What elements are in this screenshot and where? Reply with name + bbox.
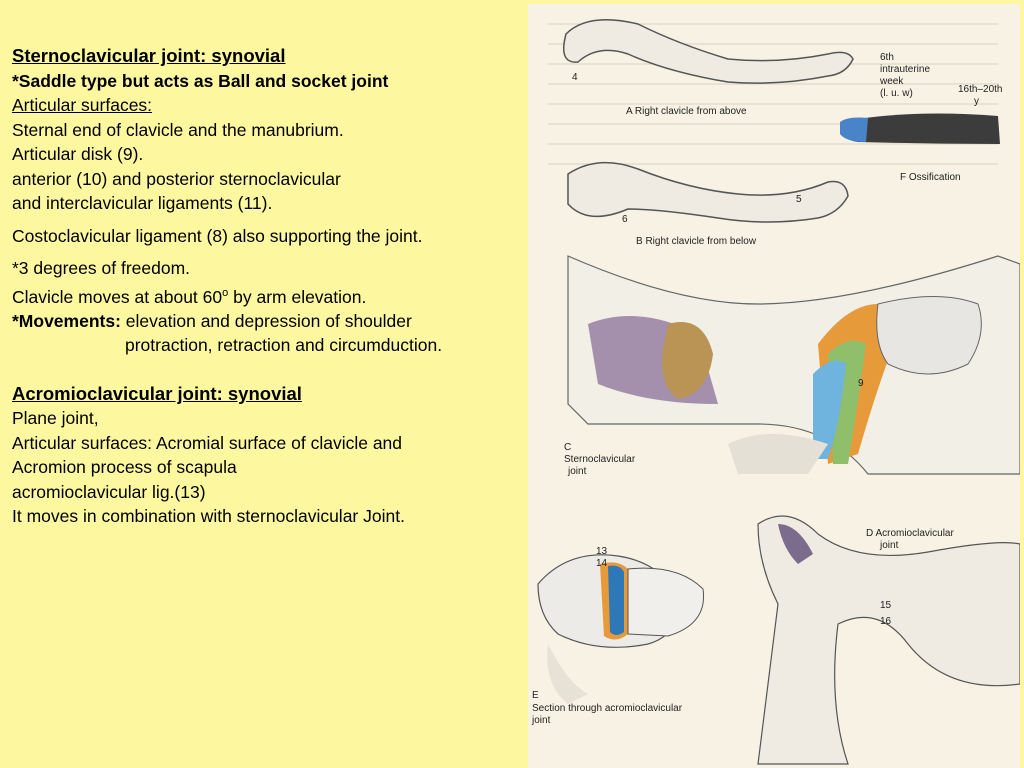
label-a: A Right clavicle from above <box>626 106 747 117</box>
text-line: Articular disk (9). <box>12 144 144 164</box>
label-y: y <box>974 96 979 107</box>
acromioclavicular-heading: Acromioclavicular joint: synovial <box>12 382 302 404</box>
text-line: and interclavicular ligaments (11). <box>12 193 273 213</box>
text-line: Plane joint, <box>12 408 99 429</box>
label-e: E <box>532 690 539 701</box>
num-14: 14 <box>596 558 608 569</box>
text-line: acromioclavicular lig.(13) <box>12 481 206 502</box>
label-intrauterine: intrauterine <box>880 64 931 75</box>
saddle-type-line: *Saddle type but acts as Ball and socket joint <box>12 70 389 91</box>
movements-cont-line: protraction, retraction and circumduction. <box>125 335 443 356</box>
degrees-of-freedom-line: *3 degrees of freedom. <box>12 258 191 278</box>
clavicle-above-drawing <box>564 20 853 83</box>
num-15: 15 <box>880 600 892 611</box>
num-4: 4 <box>572 72 578 83</box>
text-line: Acromion process of scapula <box>12 457 237 478</box>
label-16th-20th: 16th–20th <box>958 84 1003 95</box>
label-d: D Acromioclavicular <box>866 528 954 539</box>
anatomy-illustration <box>528 4 1020 768</box>
clavicle-pre: Clavicle moves at about 60 <box>12 286 223 307</box>
label-luw: (l. u. w) <box>880 88 913 99</box>
label-e-section: Section through acromioclavicular <box>532 703 683 714</box>
movements-line <box>12 309 552 334</box>
clavicle-post: by arm elevation. <box>228 286 367 307</box>
articular-surfaces-label: Articular surfaces: <box>12 95 153 115</box>
costoclavicular-line: Costoclavicular ligament (8) also supporting the joint. <box>12 225 423 246</box>
num-16: 16 <box>880 616 892 627</box>
anatomy-figure <box>528 4 1020 768</box>
degree-sup: o <box>222 286 229 299</box>
clavicle-below-drawing <box>568 163 848 222</box>
text-line: It moves in combination with sternoclavicular Joint. <box>12 506 405 527</box>
label-c-joint: joint <box>568 466 587 477</box>
acromioclavicular-drawing <box>758 516 1020 764</box>
label-f: F Ossification <box>900 172 961 183</box>
movements-text: elevation and depression of shoulder <box>120 310 412 331</box>
sternoclavicular-drawing <box>568 256 1020 474</box>
label-b: B Right clavicle from below <box>636 236 757 247</box>
label-d-joint: joint <box>880 540 899 551</box>
num-5: 5 <box>796 194 802 205</box>
label-week: week <box>880 76 904 87</box>
num-9: 9 <box>858 378 864 389</box>
num-6: 6 <box>622 214 628 225</box>
sternoclavicular-heading: Sternoclavicular joint: synovial <box>12 45 286 66</box>
text-line: anterior (10) and posterior sternoclavicular <box>12 168 341 189</box>
clavicle-elevation-line <box>12 281 552 309</box>
num-13: 13 <box>596 546 608 557</box>
slide-text <box>12 44 552 529</box>
label-c-sternoclavicular: Sternoclavicular <box>564 454 636 465</box>
ac-section-drawing <box>538 555 704 704</box>
label-6th: 6th <box>880 52 894 63</box>
text-line: Articular surfaces: Acromial surface of clavicle and <box>12 432 403 453</box>
text-line: Sternal end of clavicle and the manubrium. <box>12 119 344 140</box>
movements-label: *Movements: <box>12 310 121 331</box>
label-c: C <box>564 442 572 453</box>
label-e-joint: joint <box>532 715 551 726</box>
